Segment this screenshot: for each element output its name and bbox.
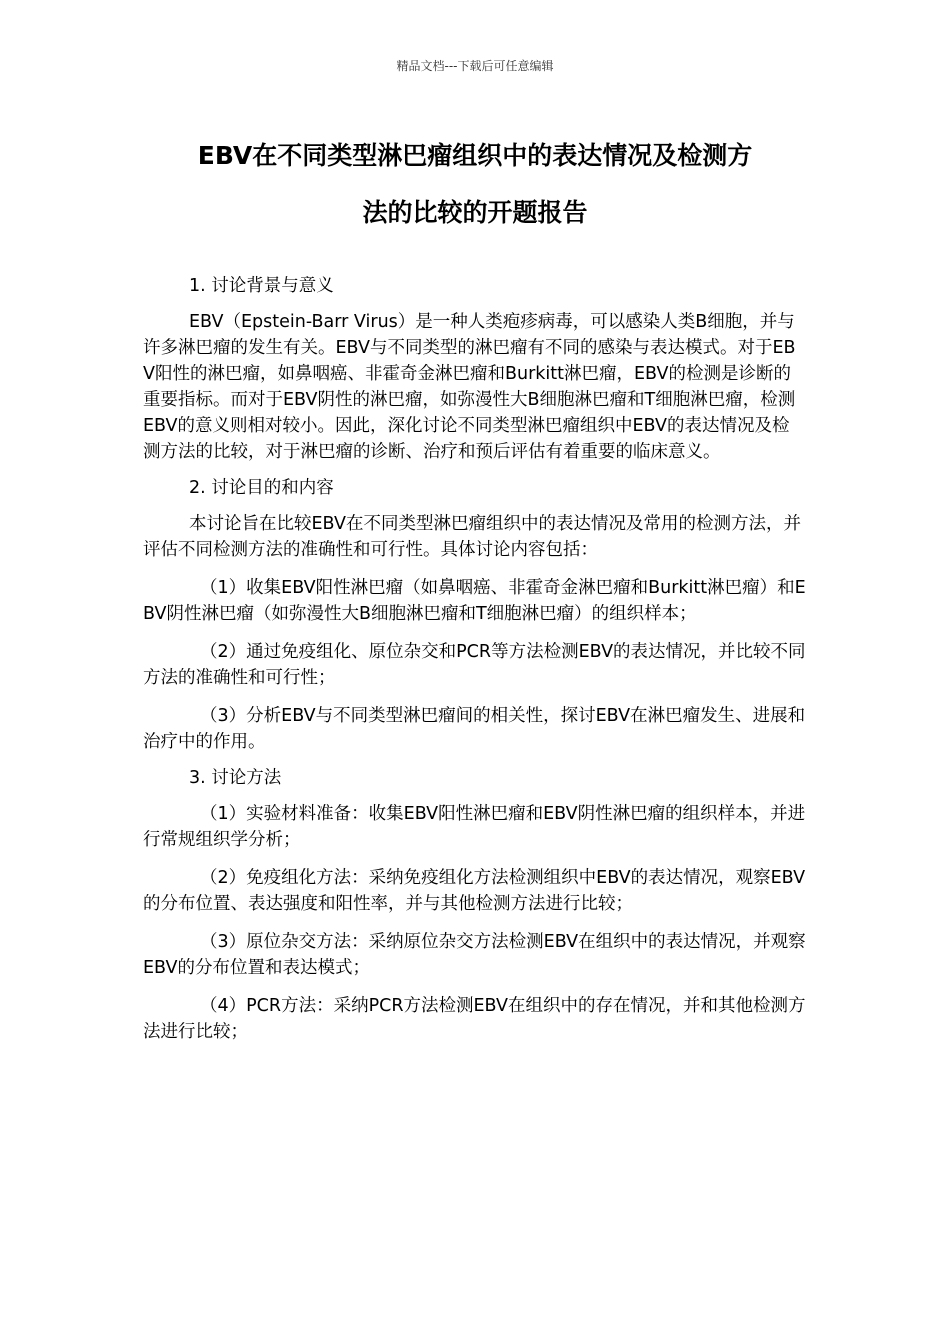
section-2-item-1: （1）收集EBV阳性淋巴瘤（如鼻咽癌、非霍奇金淋巴瘤和Burkitt淋巴瘤）和EBV阴性淋巴瘤（如弥漫性大B细胞淋巴瘤和T细胞淋巴瘤）的组织样本； bbox=[143, 578, 806, 624]
section-1-paragraph: EBV（Epstein-Barr Virus）是一种人类疱疹病毒，可以感染人类B细胞，并与许多淋巴瘤的发生有关。EBV与不同类型的淋巴瘤有不同的感染与表达模式。对于EBV阳性的淋巴瘤，如鼻咽癌、非霍奇金淋巴瘤和Burkitt淋巴瘤，EBV的检测是诊断的重要指标。而对于EBV阴性的淋巴瘤，如弥漫性大B细胞淋巴瘤和T细胞淋巴瘤，检测EBV的意义则相对较小。因此，深化讨论不同类型淋巴瘤组织中EBV的表达情况及检测方法的比较，对于淋巴瘤的诊断、治疗和预后评估有着重要的临床意义。 bbox=[143, 312, 796, 462]
section-3-item-3: （3）原位杂交方法：采纳原位杂交方法检测EBV在组织中的表达情况，并观察EBV的分布位置和表达模式； bbox=[143, 932, 806, 978]
section-2-heading: 2. 讨论目的和内容 bbox=[189, 478, 334, 498]
section-3-heading: 3. 讨论方法 bbox=[189, 768, 282, 788]
section-2-item-2: （2）通过免疫组化、原位杂交和PCR等方法检测EBV的表达情况，并比较不同方法的准确性和可行性； bbox=[143, 642, 806, 688]
section-3-item-2: （2）免疫组化方法：采纳免疫组化方法检测组织中EBV的表达情况，观察EBV的分布位置、表达强度和阳性率，并与其他检测方法进行比较； bbox=[143, 868, 806, 914]
section-1-heading: 1. 讨论背景与意义 bbox=[189, 276, 334, 296]
document-title-line-1: EBV在不同类型淋巴瘤组织中的表达情况及检测方 bbox=[197, 141, 753, 170]
page-header: 精品文档---下载后可任意编辑 bbox=[396, 59, 554, 73]
section-3-item-1: （1）实验材料准备：收集EBV阳性淋巴瘤和EBV阴性淋巴瘤的组织样本，并进行常规组织学分析； bbox=[143, 804, 806, 850]
section-2-item-3: （3）分析EBV与不同类型淋巴瘤间的相关性，探讨EBV在淋巴瘤发生、进展和治疗中的作用。 bbox=[143, 706, 806, 752]
section-3-item-4: （4）PCR方法：采纳PCR方法检测EBV在组织中的存在情况，并和其他检测方法进行比较； bbox=[143, 996, 806, 1042]
section-2-paragraph: 本讨论旨在比较EBV在不同类型淋巴瘤组织中的表达情况及常用的检测方法，并评估不同检测方法的准确性和可行性。具体讨论内容包括： bbox=[143, 514, 801, 560]
document-body bbox=[143, 273, 806, 1057]
document-title-line-2: 法的比较的开题报告 bbox=[362, 198, 588, 227]
